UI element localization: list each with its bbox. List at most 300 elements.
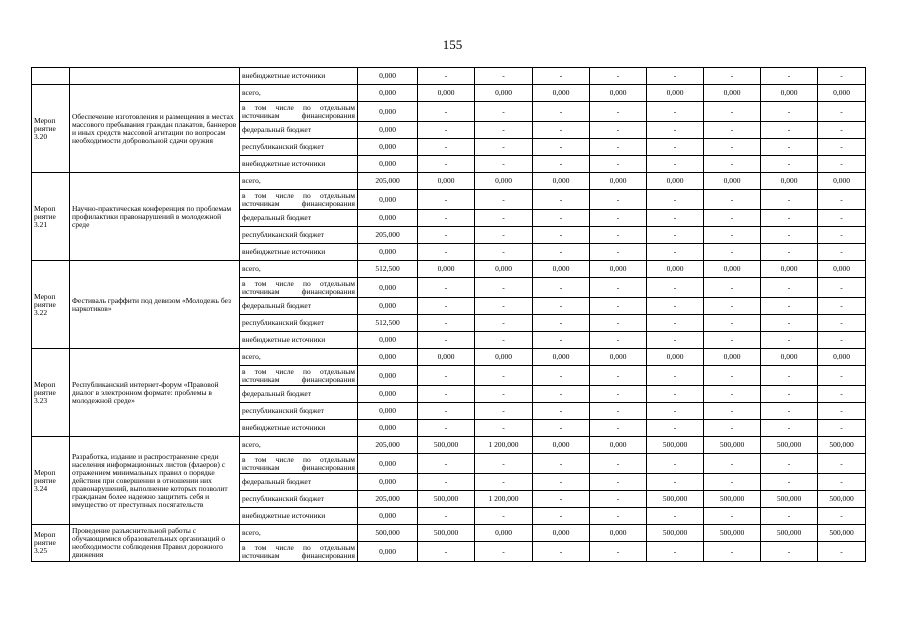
amount-cell: - (475, 508, 533, 525)
amount-cell: - (704, 366, 761, 386)
amount-cell: - (761, 420, 818, 437)
amount-cell: - (590, 403, 647, 420)
amount-cell: - (818, 139, 866, 156)
amount-cell: - (475, 227, 533, 244)
amount-cell: 0,000 (818, 173, 866, 190)
amount-cell: 0,000 (358, 139, 418, 156)
funding-source: всего, (240, 349, 358, 366)
amount-cell: - (590, 386, 647, 403)
amount-cell: - (647, 454, 704, 474)
amount-cell: - (590, 156, 647, 173)
amount-cell: 0,000 (358, 85, 418, 102)
amount-cell: - (818, 122, 866, 139)
amount-cell: 0,000 (358, 278, 418, 298)
amount-cell: - (761, 244, 818, 261)
amount-cell: 0,000 (533, 349, 590, 366)
amount-cell: 0,000 (818, 349, 866, 366)
funding-source: федеральный бюджет (240, 210, 358, 227)
amount-cell: - (704, 420, 761, 437)
amount-cell: - (475, 122, 533, 139)
amount-cell: - (590, 542, 647, 562)
amount-cell: - (418, 508, 475, 525)
amount-cell: - (704, 122, 761, 139)
amount-cell: - (533, 298, 590, 315)
amount-cell: - (418, 156, 475, 173)
measure-number: Мероп риятие 3.25 (32, 525, 70, 562)
amount-cell: - (590, 366, 647, 386)
amount-cell: 0,000 (358, 366, 418, 386)
amount-cell: - (818, 508, 866, 525)
amount-cell: - (590, 454, 647, 474)
amount-cell: 0,000 (358, 386, 418, 403)
amount-cell: - (704, 298, 761, 315)
amount-cell: 0,000 (358, 542, 418, 562)
funding-source: федеральный бюджет (240, 122, 358, 139)
amount-cell: 0,000 (590, 525, 647, 542)
amount-cell: - (704, 156, 761, 173)
amount-cell: - (818, 244, 866, 261)
amount-cell: - (704, 474, 761, 491)
amount-cell: 205,000 (358, 227, 418, 244)
amount-cell: 500,000 (647, 437, 704, 454)
amount-cell: - (647, 474, 704, 491)
amount-cell: - (590, 68, 647, 85)
table-row (32, 525, 866, 542)
amount-cell: 500,000 (818, 437, 866, 454)
amount-cell: - (590, 298, 647, 315)
amount-cell: - (647, 420, 704, 437)
funding-source: внебюджетные источники (240, 68, 358, 85)
amount-cell: - (533, 227, 590, 244)
amount-cell: - (590, 278, 647, 298)
amount-cell: - (590, 122, 647, 139)
amount-cell: - (475, 190, 533, 210)
amount-cell: - (475, 542, 533, 562)
amount-cell: 0,000 (358, 68, 418, 85)
amount-cell: - (761, 139, 818, 156)
amount-cell: - (475, 420, 533, 437)
amount-cell: - (418, 210, 475, 227)
amount-cell: - (818, 386, 866, 403)
amount-cell: - (590, 227, 647, 244)
amount-cell: - (418, 474, 475, 491)
amount-cell: - (704, 332, 761, 349)
amount-cell: 0,000 (590, 349, 647, 366)
funding-source: республиканский бюджет (240, 403, 358, 420)
amount-cell: - (533, 122, 590, 139)
amount-cell: - (590, 190, 647, 210)
amount-cell: - (475, 68, 533, 85)
amount-cell: - (533, 542, 590, 562)
amount-cell: - (704, 508, 761, 525)
amount-cell: - (590, 244, 647, 261)
amount-cell: 0,000 (418, 85, 475, 102)
amount-cell: 500,000 (358, 525, 418, 542)
amount-cell: 0,000 (358, 332, 418, 349)
amount-cell: 0,000 (358, 454, 418, 474)
amount-cell: - (533, 156, 590, 173)
amount-cell: - (647, 122, 704, 139)
amount-cell: - (761, 190, 818, 210)
amount-cell: - (418, 420, 475, 437)
amount-cell: 0,000 (704, 85, 761, 102)
amount-cell: 0,000 (358, 102, 418, 122)
amount-cell: - (761, 454, 818, 474)
amount-cell: - (818, 190, 866, 210)
amount-cell: 0,000 (533, 85, 590, 102)
amount-cell: - (475, 474, 533, 491)
funding-source: всего, (240, 85, 358, 102)
amount-cell: 0,000 (358, 210, 418, 227)
amount-cell: - (590, 210, 647, 227)
amount-cell: - (475, 210, 533, 227)
amount-cell: 500,000 (418, 491, 475, 508)
amount-cell: - (761, 68, 818, 85)
amount-cell: 1 200,000 (475, 491, 533, 508)
amount-cell: - (761, 102, 818, 122)
amount-cell: - (647, 156, 704, 173)
funding-source: в том числе по отдельным источникам финансирования (240, 190, 358, 210)
measure-number: Мероп риятие 3.22 (32, 261, 70, 349)
amount-cell: 0,000 (761, 349, 818, 366)
amount-cell: - (475, 139, 533, 156)
amount-cell: 0,000 (704, 349, 761, 366)
table-row (32, 437, 866, 454)
measure-name: Республиканский интернет-форум «Правовой диалог в электронном формате: проблемы в молодежной среде» (70, 349, 240, 437)
funding-source: внебюджетные источники (240, 156, 358, 173)
amount-cell: - (704, 542, 761, 562)
amount-cell: - (418, 386, 475, 403)
amount-cell: 0,000 (761, 85, 818, 102)
amount-cell: 0,000 (647, 349, 704, 366)
amount-cell: - (818, 454, 866, 474)
amount-cell: - (704, 139, 761, 156)
amount-cell: 500,000 (418, 525, 475, 542)
amount-cell: - (418, 332, 475, 349)
amount-cell: - (590, 420, 647, 437)
amount-cell: - (418, 227, 475, 244)
amount-cell: - (761, 156, 818, 173)
amount-cell: - (647, 542, 704, 562)
amount-cell: - (818, 332, 866, 349)
measure-number: Мероп риятие 3.23 (32, 349, 70, 437)
amount-cell: - (647, 386, 704, 403)
amount-cell: 0,000 (818, 85, 866, 102)
amount-cell: - (533, 68, 590, 85)
amount-cell: - (647, 210, 704, 227)
amount-cell: 500,000 (761, 437, 818, 454)
funding-source: в том числе по отдельным источникам финансирования (240, 454, 358, 474)
funding-table-body (32, 68, 866, 562)
amount-cell: 205,000 (358, 491, 418, 508)
amount-cell: - (418, 403, 475, 420)
amount-cell: - (647, 508, 704, 525)
amount-cell: 0,000 (358, 156, 418, 173)
page-number: 155 (442, 37, 463, 52)
amount-cell: - (647, 278, 704, 298)
amount-cell: - (647, 190, 704, 210)
amount-cell: - (704, 315, 761, 332)
amount-cell: 0,000 (818, 261, 866, 278)
table-row (32, 349, 866, 366)
amount-cell: - (533, 332, 590, 349)
amount-cell: - (761, 278, 818, 298)
amount-cell: 500,000 (647, 491, 704, 508)
amount-cell: - (761, 366, 818, 386)
amount-cell: 0,000 (533, 173, 590, 190)
amount-cell: 0,000 (590, 261, 647, 278)
amount-cell: - (475, 403, 533, 420)
funding-source: республиканский бюджет (240, 227, 358, 244)
amount-cell: - (704, 210, 761, 227)
amount-cell: - (418, 298, 475, 315)
table-row (32, 68, 866, 85)
amount-cell: 0,000 (475, 349, 533, 366)
amount-cell: 0,000 (647, 261, 704, 278)
amount-cell: - (533, 244, 590, 261)
amount-cell: - (704, 102, 761, 122)
amount-cell: 205,000 (358, 173, 418, 190)
amount-cell: 0,000 (533, 261, 590, 278)
amount-cell: - (704, 68, 761, 85)
amount-cell: 0,000 (358, 403, 418, 420)
amount-cell: - (475, 315, 533, 332)
amount-cell: 0,000 (590, 437, 647, 454)
amount-cell: - (590, 508, 647, 525)
amount-cell: 512,500 (358, 261, 418, 278)
amount-cell: - (418, 315, 475, 332)
amount-cell: 0,000 (761, 173, 818, 190)
amount-cell: 500,000 (818, 525, 866, 542)
amount-cell: 0,000 (358, 298, 418, 315)
amount-cell: - (818, 227, 866, 244)
amount-cell: - (647, 366, 704, 386)
amount-cell: - (418, 68, 475, 85)
amount-cell: - (590, 315, 647, 332)
amount-cell: - (818, 366, 866, 386)
measure-number: Мероп риятие 3.20 (32, 85, 70, 173)
amount-cell: - (418, 542, 475, 562)
amount-cell: - (647, 298, 704, 315)
funding-source: всего, (240, 437, 358, 454)
amount-cell: - (647, 102, 704, 122)
amount-cell: - (475, 244, 533, 261)
funding-source: в том числе по отдельным источникам финансирования (240, 542, 358, 562)
funding-source: республиканский бюджет (240, 139, 358, 156)
amount-cell: 0,000 (647, 85, 704, 102)
amount-cell: - (475, 102, 533, 122)
amount-cell: - (533, 139, 590, 156)
funding-source: республиканский бюджет (240, 315, 358, 332)
funding-source: внебюджетные источники (240, 420, 358, 437)
funding-source: внебюджетные источники (240, 244, 358, 261)
amount-cell: - (590, 102, 647, 122)
amount-cell: - (533, 102, 590, 122)
amount-cell: 0,000 (533, 525, 590, 542)
measure-name: Фестиваль граффити под девизом «Молодежь без наркотиков» (70, 261, 240, 349)
amount-cell: 0,000 (590, 173, 647, 190)
funding-source: федеральный бюджет (240, 474, 358, 491)
amount-cell: - (533, 491, 590, 508)
funding-source: республиканский бюджет (240, 491, 358, 508)
amount-cell: 0,000 (418, 173, 475, 190)
amount-cell: - (475, 366, 533, 386)
amount-cell: - (533, 474, 590, 491)
amount-cell: - (590, 474, 647, 491)
amount-cell: - (761, 315, 818, 332)
amount-cell: 500,000 (704, 525, 761, 542)
amount-cell: 500,000 (761, 525, 818, 542)
funding-source: всего, (240, 261, 358, 278)
amount-cell: 205,000 (358, 437, 418, 454)
amount-cell: 0,000 (418, 349, 475, 366)
amount-cell: - (704, 403, 761, 420)
amount-cell: 0,000 (704, 261, 761, 278)
funding-table (31, 67, 866, 562)
table-row (32, 173, 866, 190)
measure-name (70, 68, 240, 85)
amount-cell: - (533, 420, 590, 437)
amount-cell: - (475, 454, 533, 474)
amount-cell: 1 200,000 (475, 437, 533, 454)
amount-cell: - (704, 227, 761, 244)
amount-cell: 0,000 (475, 85, 533, 102)
amount-cell: - (475, 298, 533, 315)
amount-cell: - (704, 278, 761, 298)
amount-cell: - (533, 315, 590, 332)
amount-cell: - (418, 454, 475, 474)
amount-cell: - (818, 210, 866, 227)
amount-cell: - (475, 332, 533, 349)
funding-source: в том числе по отдельным источникам финансирования (240, 366, 358, 386)
amount-cell: - (761, 508, 818, 525)
amount-cell: - (533, 190, 590, 210)
amount-cell: - (761, 210, 818, 227)
amount-cell: - (418, 139, 475, 156)
amount-cell: - (533, 508, 590, 525)
amount-cell: - (761, 298, 818, 315)
amount-cell: 500,000 (418, 437, 475, 454)
measure-name: Проведение разъяснительной работы с обучающимися образовательных организаций о необходимости соблюдения Правил дорожного движения (70, 525, 240, 562)
measure-number: Мероп риятие 3.24 (32, 437, 70, 525)
amount-cell: - (818, 420, 866, 437)
amount-cell: - (647, 332, 704, 349)
amount-cell: - (533, 210, 590, 227)
amount-cell: - (647, 403, 704, 420)
amount-cell: - (418, 102, 475, 122)
amount-cell: 0,000 (358, 122, 418, 139)
amount-cell: - (647, 139, 704, 156)
amount-cell: 0,000 (475, 173, 533, 190)
amount-cell: - (818, 68, 866, 85)
amount-cell: 0,000 (358, 190, 418, 210)
amount-cell: - (818, 278, 866, 298)
amount-cell: - (533, 403, 590, 420)
amount-cell: - (818, 156, 866, 173)
amount-cell: - (533, 454, 590, 474)
amount-cell: - (761, 227, 818, 244)
amount-cell: - (475, 386, 533, 403)
measure-number (32, 68, 70, 85)
amount-cell: 0,000 (418, 261, 475, 278)
amount-cell: - (647, 68, 704, 85)
amount-cell: - (761, 403, 818, 420)
amount-cell: 500,000 (704, 437, 761, 454)
amount-cell: 512,500 (358, 315, 418, 332)
measure-name: Обеспечение изготовления и размещения в местах массового пребывания граждан плакатов, баннеров и иных средств массовой агитации по вопросам необходимости добровольной сдачи оружия (70, 85, 240, 173)
amount-cell: - (818, 298, 866, 315)
amount-cell: - (590, 139, 647, 156)
amount-cell: - (761, 542, 818, 562)
amount-cell: - (704, 244, 761, 261)
amount-cell: - (475, 278, 533, 298)
funding-source: федеральный бюджет (240, 298, 358, 315)
amount-cell: 0,000 (475, 261, 533, 278)
funding-source: в том числе по отдельным источникам финансирования (240, 102, 358, 122)
amount-cell: - (761, 474, 818, 491)
amount-cell: - (818, 542, 866, 562)
amount-cell: - (647, 315, 704, 332)
amount-cell: - (647, 227, 704, 244)
funding-source: внебюджетные источники (240, 332, 358, 349)
amount-cell: - (818, 474, 866, 491)
amount-cell: - (590, 491, 647, 508)
amount-cell: - (533, 386, 590, 403)
amount-cell: - (590, 332, 647, 349)
amount-cell: 500,000 (818, 491, 866, 508)
amount-cell: - (533, 278, 590, 298)
measure-name: Научно-практическая конференция по проблемам профилактики правонарушений в молодежной среде (70, 173, 240, 261)
funding-source: внебюджетные источники (240, 508, 358, 525)
amount-cell: - (818, 403, 866, 420)
amount-cell: 0,000 (590, 85, 647, 102)
amount-cell: 0,000 (358, 420, 418, 437)
funding-source: всего, (240, 525, 358, 542)
amount-cell: - (533, 366, 590, 386)
measure-name: Разработка, издание и распространение среди населения информационных листов (флаеров) с отражением минимальных правил о порядке действия при совершении в отношении них правонарушений, выполнение которых позволит гражданам более надежно защитить себя и имущество от преступных посягательств (70, 437, 240, 525)
funding-source: федеральный бюджет (240, 386, 358, 403)
amount-cell: 500,000 (761, 491, 818, 508)
amount-cell: - (761, 332, 818, 349)
amount-cell: - (418, 366, 475, 386)
amount-cell: - (704, 454, 761, 474)
amount-cell: - (818, 315, 866, 332)
amount-cell: 0,000 (358, 474, 418, 491)
amount-cell: 0,000 (533, 437, 590, 454)
amount-cell: - (418, 244, 475, 261)
amount-cell: 0,000 (704, 173, 761, 190)
amount-cell: - (761, 122, 818, 139)
amount-cell: 0,000 (358, 244, 418, 261)
amount-cell: - (818, 102, 866, 122)
table-row (32, 261, 866, 278)
amount-cell: 0,000 (647, 173, 704, 190)
measure-number: Мероп риятие 3.21 (32, 173, 70, 261)
amount-cell: 500,000 (704, 491, 761, 508)
amount-cell: 0,000 (475, 525, 533, 542)
funding-source: всего, (240, 173, 358, 190)
amount-cell: - (418, 190, 475, 210)
amount-cell: - (418, 278, 475, 298)
amount-cell: 500,000 (647, 525, 704, 542)
amount-cell: - (647, 244, 704, 261)
amount-cell: - (475, 156, 533, 173)
amount-cell: - (418, 122, 475, 139)
amount-cell: - (761, 386, 818, 403)
table-row (32, 85, 866, 102)
amount-cell: 0,000 (358, 508, 418, 525)
amount-cell: - (704, 190, 761, 210)
